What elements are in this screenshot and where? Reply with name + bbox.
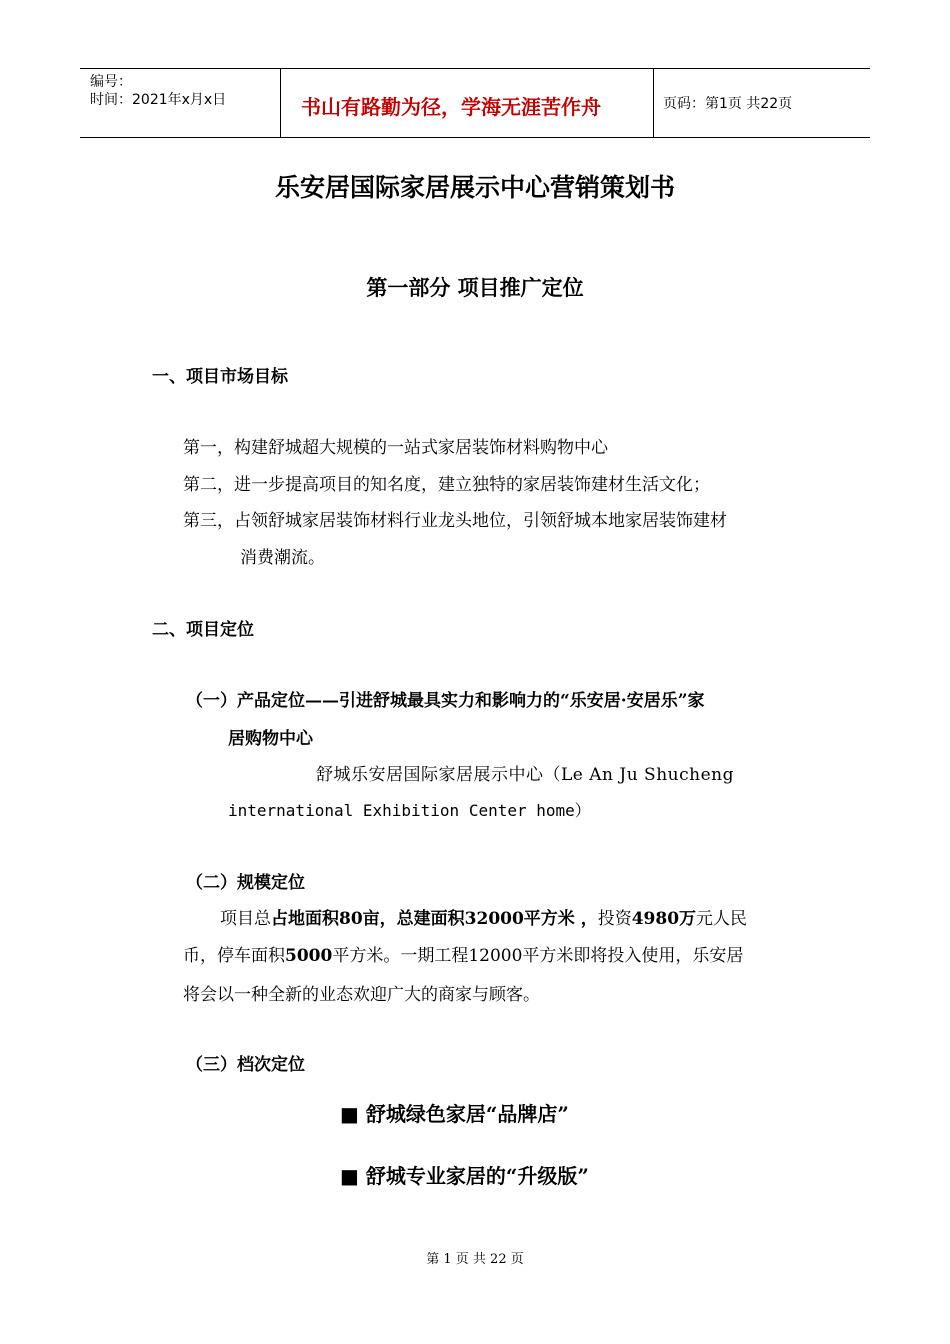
grade-item-1: ■ 舒城绿色家居“品牌店” [340, 1102, 569, 1126]
motto-text: 书山有路勤为径，学海无涯苦作舟 [301, 95, 601, 119]
scale-l2-text-1: 币，停车面积 [183, 946, 285, 966]
scale-invest-bold: 4980万 [631, 909, 697, 929]
serial-label: 编号： [90, 74, 132, 90]
header-table [80, 68, 870, 138]
part-title: 第一部分 项目推广定位 [366, 275, 584, 300]
center-name-zh: 舒城乐安居国际家居展示中心（Le An Ju Shucheng [316, 765, 734, 785]
product-positioning-line-2: 居购物中心 [228, 729, 313, 749]
goal-line-2: 第二，进一步提高项目的知名度，建立独特的家居装饰建材生活文化； [183, 475, 710, 495]
scale-line-2 [183, 941, 743, 966]
scale-text-2: 投资 [597, 909, 632, 929]
header-motto-cell [280, 69, 654, 137]
section2-heading: 二、项目定位 [152, 620, 254, 640]
page-info: 页码：第1页 共22页 [663, 96, 793, 112]
header-page-cell [653, 69, 870, 137]
time-label: 时间：2021年x月x日 [90, 92, 227, 108]
scale-line-1 [220, 904, 747, 929]
header-left-cell [80, 69, 280, 137]
scale-text-1: 项目总 [220, 909, 271, 929]
scale-parking-bold: 5000 [285, 946, 333, 966]
grade-item-2: ■ 舒城专业家居的“升级版” [340, 1164, 589, 1188]
section1-heading: 一、项目市场目标 [152, 367, 288, 387]
scale-text-3: 元人民 [696, 909, 748, 929]
scale-area-bold: 占地面积80亩，总建面积32000平方米 ， [271, 909, 598, 929]
page-footer: 第 1 页 共 22 页 [426, 1252, 524, 1267]
goal-line-3b: 消费潮流。 [240, 548, 325, 568]
scale-positioning-heading: （二）规模定位 [186, 873, 305, 893]
grade-positioning-heading: （三）档次定位 [186, 1055, 305, 1075]
goal-line-3a: 第三，占领舒城家居装饰材料行业龙头地位，引领舒城本地家居装饰建材 [183, 511, 727, 531]
goal-line-1: 第一，构建舒城超大规模的一站式家居装饰材料购物中心 [183, 438, 608, 458]
document-title: 乐安居国际家居展示中心营销策划书 [274, 173, 675, 202]
scale-line-3: 将会以一种全新的业态欢迎广大的商家与顾客。 [183, 985, 540, 1005]
product-positioning-line-1: （一）产品定位——引进舒城最具实力和影响力的“乐安居·安居乐”家 [186, 691, 705, 711]
scale-l2-text-2: 平方米。一期工程12000平方米即将投入使用，乐安居 [332, 946, 744, 966]
center-name-en: international Exhibition Center home） [228, 801, 591, 820]
